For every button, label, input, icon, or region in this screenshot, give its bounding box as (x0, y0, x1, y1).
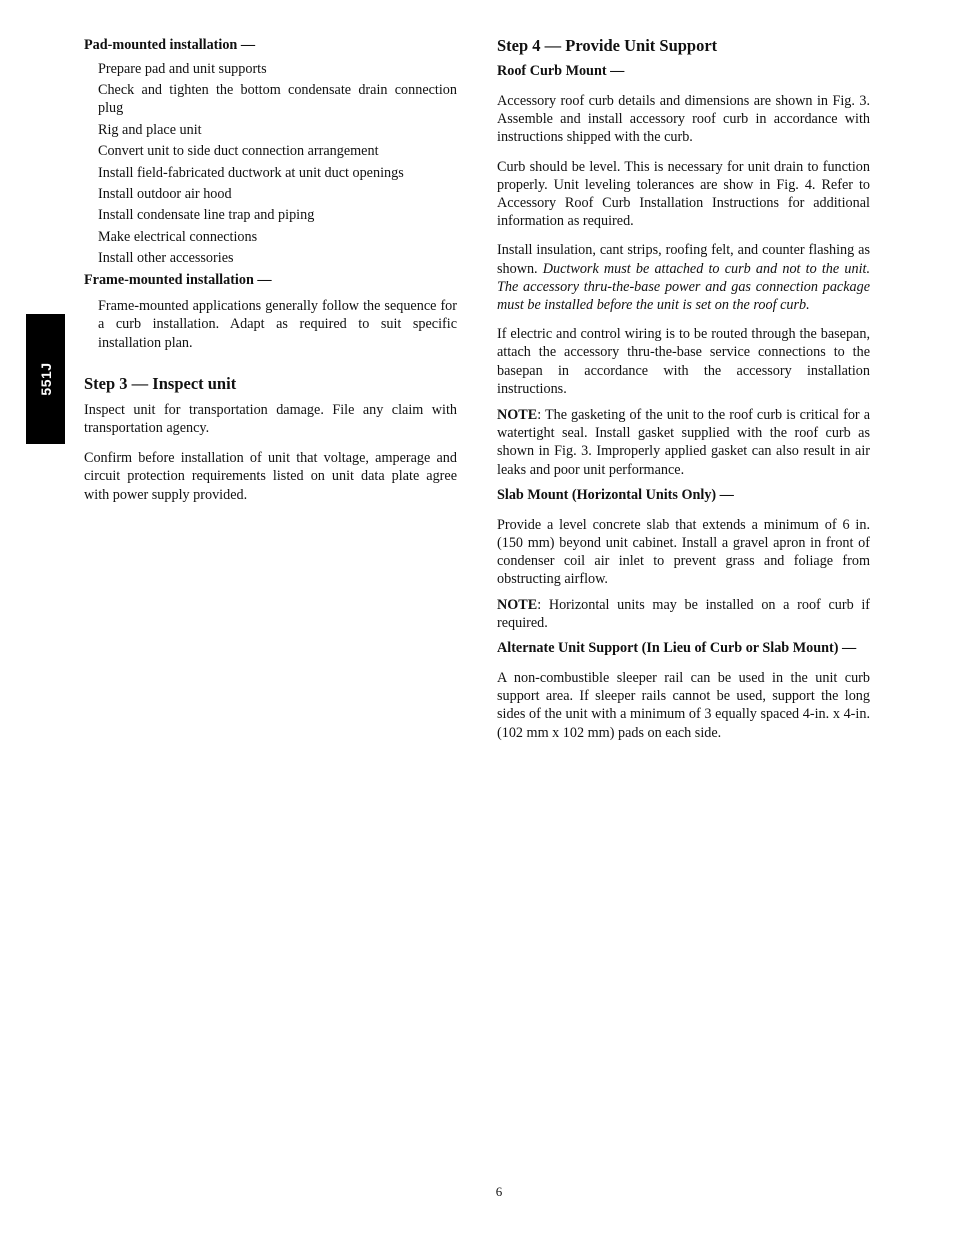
roof-paragraph-3 (497, 241, 870, 314)
roof-paragraph-1: Accessory roof curb details and dimensions are shown in Fig. 3. Assemble and install accessory roof curb in accordance with instructions shipped with the curb. (497, 93, 870, 146)
slab-mount-heading: Slab Mount (Horizontal Units Only) — (497, 486, 734, 503)
alternate-support-paragraph: A non-combustible sleeper rail can be used in the unit curb support area. If sleeper rails cannot be used, support the long sides of the unit with a minimum of 3 equally spaced 4-in. x 4-in. (102 mm x 102 mm) pads on each side. (497, 670, 870, 741)
step3-paragraph-1: Inspect unit for transportation damage. File any claim with transportation agency. (84, 401, 457, 436)
step3-heading: Step 3 — Inspect unit (84, 373, 237, 393)
model-side-tab (26, 314, 65, 444)
note-label: NOTE (497, 596, 538, 613)
note-text: : The gasketing of the unit to the roof curb is critical for a watertight seal. Install gasket supplied with the roof curb as shown in Fig. 3. Improperly applied gasket can also result in air leaks and poor unit performance. (497, 407, 870, 478)
list-item: Prepare pad and unit supports (98, 61, 267, 77)
pad-mounted-heading: Pad-mounted installation — (84, 37, 256, 53)
list-item: Make electrical connections (98, 228, 258, 245)
list-item: Install outdoor air hood (98, 185, 232, 202)
roof-paragraph-4: If electric and control wiring is to be routed through the basepan, attach the accessory thru-the-base service connections to the basepan in accordance with the accessory installation instructions. (497, 326, 870, 397)
slab-paragraph-1: Provide a level concrete slab that extends a minimum of 6 in. (150 mm) beyond unit cabinet. Install a gravel apron in front of condenser coil air inlet to prevent grass and foliage from obstructing airflow. (497, 516, 870, 588)
pad-steps-list (98, 60, 457, 267)
frame-mounted-text: Frame-mounted applications generally follow the sequence for a curb installation. Adapt as required to suit specific installation plan. (98, 298, 457, 351)
note-text: : Horizontal units may be installed on a roof curb if required. (497, 596, 870, 631)
roof-paragraph-3-plain: Install insulation, cant strips, roofing felt, and counter flashing as shown. (497, 242, 870, 277)
roof-curb-heading: Roof Curb Mount — (497, 63, 625, 79)
roof-paragraph-2: Curb should be level. This is necessary for unit drain to function properly. Unit leveling tolerances are show in Fig. 4. Refer to Accessory Roof Curb Installation Instructions for additional information as required. (497, 158, 870, 230)
step4-heading: Step 4 — Provide Unit Support (497, 36, 718, 55)
left-column (84, 36, 457, 504)
list-item: Install condensate line trap and piping (98, 207, 315, 224)
list-item: Rig and place unit (98, 121, 202, 138)
model-label: 551J (37, 362, 54, 396)
list-item: Install field-fabricated ductwork at unit duct openings (98, 164, 404, 181)
list-item: Convert unit to side duct connection arrangement (98, 143, 379, 160)
right-column (497, 36, 870, 742)
step3-paragraph-2: Confirm before installation of unit that voltage, amperage and circuit protection requirements listed on unit data plate agree with power supply provided. (84, 450, 457, 503)
note-horizontal (497, 596, 870, 632)
frame-mounted-heading: Frame-mounted installation — (84, 272, 272, 289)
page-number: 6 (495, 1184, 503, 1199)
note-gasketing (497, 406, 870, 479)
list-item: Install other accessories (98, 250, 234, 267)
roof-paragraph-3-italic: Ductwork must be attached to curb and not to the unit. The accessory thru-the-base power and gas connection package must be installed before the unit is set on the roof curb. (497, 260, 870, 314)
list-item: Check and tighten the bottom condensate drain connection plug (98, 82, 457, 117)
note-label: NOTE (497, 407, 538, 424)
alternate-support-heading: Alternate Unit Support (In Lieu of Curb or Slab Mount) — (497, 640, 857, 657)
